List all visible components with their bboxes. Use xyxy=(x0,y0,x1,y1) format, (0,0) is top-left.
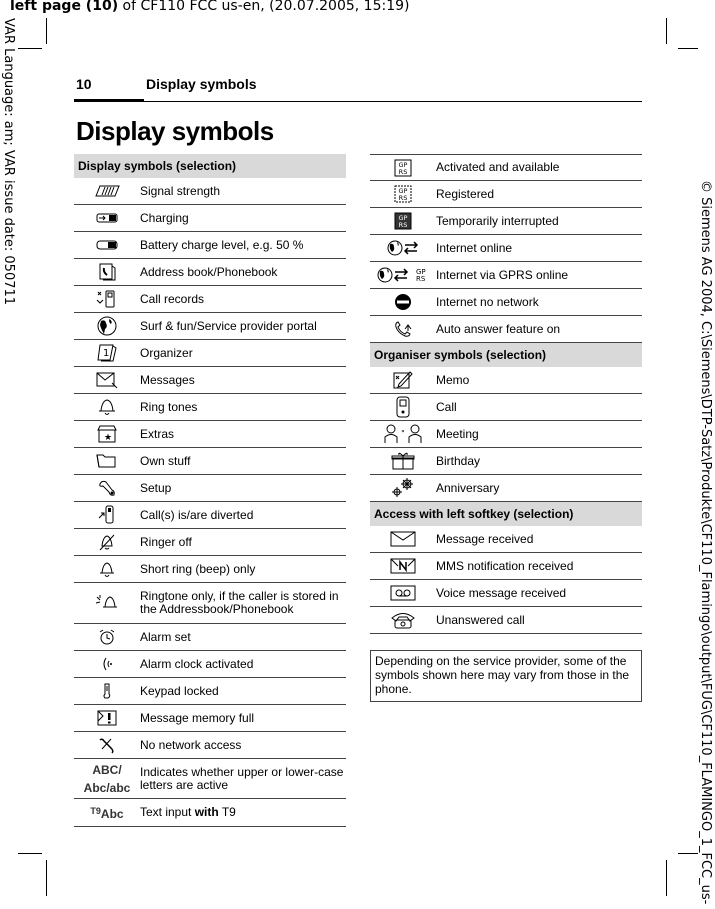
battery-icon xyxy=(74,239,140,251)
table-row: Charging xyxy=(74,205,346,232)
table-heading: Display symbols (selection) xyxy=(74,154,346,178)
table-row: Anniversary xyxy=(370,475,642,502)
voicemail-icon xyxy=(370,584,436,602)
unanswered-call-icon xyxy=(370,610,436,630)
table-row: Alarm clock activated xyxy=(74,651,346,678)
table-row: No network access xyxy=(74,732,346,759)
mms-icon xyxy=(370,557,436,575)
envelope-icon xyxy=(74,371,140,389)
globe-icon xyxy=(74,315,140,337)
setup-icon xyxy=(74,478,140,498)
memo-icon xyxy=(370,369,436,391)
table-row: GP RS Registered xyxy=(370,181,642,208)
call-icon xyxy=(370,395,436,419)
table-row: ★ Extras xyxy=(74,421,346,448)
memory-full-icon xyxy=(74,708,140,728)
organizer-icon xyxy=(74,343,140,363)
internet-no-network-icon xyxy=(370,292,436,312)
table-row: GP RS Temporarily interrupted xyxy=(370,208,642,235)
table-row: GP RS Internet via GPRS online xyxy=(370,262,642,289)
table-row: Ringtone only, if the caller is stored in the Addressbook/Phonebook xyxy=(74,583,346,624)
table-row: Message received xyxy=(370,526,642,553)
gprs-available-icon xyxy=(370,159,436,177)
side-margin-left: VAR Language: am; VAR issue date: 050711 xyxy=(1,18,16,306)
side-margin-right: © Siemens AG 2004, C:\Siemens\DTP-Satz\Produkte\CF110_Flamingo\output\FUG\CF110_FLAMINGO_1_FCC_us- xyxy=(698,180,713,905)
table-row: Auto answer feature on xyxy=(370,316,642,343)
table-row: $^{T9}$Abc Text input with T9 xyxy=(74,799,346,827)
header-rule-thick xyxy=(74,99,144,102)
gprs-symbols-table xyxy=(370,154,642,634)
table-row: 1 Organizer xyxy=(74,340,346,367)
phonebook-icon xyxy=(74,262,140,282)
svg-text:GPRS: GP RS xyxy=(398,187,408,202)
table-row: Ringer off xyxy=(74,529,346,556)
crop-mark xyxy=(678,853,698,854)
service-provider-note: Depending on the service provider, some of the symbols shown here may vary from those in the phone. xyxy=(370,650,642,702)
internet-gprs-icon xyxy=(370,265,436,285)
ringtone-phonebook-icon xyxy=(74,592,140,614)
table-row: Surf & fun/Service provider portal xyxy=(74,313,346,340)
table-row: ABC/ Abc/abc Indicates whether upper or lower-case letters are active xyxy=(74,759,346,799)
message-received-icon xyxy=(370,530,436,548)
header-rule xyxy=(74,101,642,102)
folder-icon xyxy=(74,452,140,470)
table-row: " Meeting xyxy=(370,421,642,448)
table-row: MMS notification received xyxy=(370,553,642,580)
crop-mark xyxy=(46,18,47,44)
extras-icon xyxy=(74,424,140,444)
table-row: GP RS Activated and available xyxy=(370,154,642,181)
crop-mark xyxy=(46,860,47,896)
svg-text:GPRS: GP RS xyxy=(416,268,426,283)
table-row: Signal strength xyxy=(74,178,346,205)
table-row: Own stuff xyxy=(74,448,346,475)
alarm-activated-icon xyxy=(74,654,140,674)
svg-text:★: ★ xyxy=(104,433,113,443)
table-row: Voice message received xyxy=(370,580,642,607)
table-row: Setup xyxy=(74,475,346,502)
organiser-heading: Organiser symbols (selection) xyxy=(370,343,642,367)
table-row: Battery charge level, e.g. 50 % xyxy=(74,232,346,259)
call-divert-icon xyxy=(74,504,140,526)
table-row: Messages xyxy=(74,367,346,394)
table-row: Call(s) is/are diverted xyxy=(74,502,346,529)
meeting-icon xyxy=(370,423,436,445)
crop-mark xyxy=(678,48,698,49)
page-title: Display symbols xyxy=(76,116,274,146)
table-row: Internet online xyxy=(370,235,642,262)
birthday-icon xyxy=(370,451,436,471)
table-row: Memo xyxy=(370,367,642,394)
case-indicator-icon: ABC/ Abc/abc xyxy=(83,762,131,795)
table-row: Address book/Phonebook xyxy=(74,259,346,286)
table-row: Short ring (beep) only xyxy=(74,556,346,583)
crop-mark xyxy=(666,860,667,896)
crop-mark xyxy=(18,853,42,854)
svg-text:GPRS: GP RS xyxy=(398,214,408,229)
display-symbols-table xyxy=(74,154,346,827)
table-row: Ring tones xyxy=(74,394,346,421)
charging-icon xyxy=(74,212,140,224)
short-ring-icon xyxy=(74,559,140,579)
crop-mark xyxy=(666,18,667,44)
svg-text:1: 1 xyxy=(103,348,110,359)
crop-mark xyxy=(18,48,42,49)
page-number: 10 xyxy=(76,76,92,92)
table-row: Alarm set xyxy=(74,624,346,651)
table-row: Keypad locked xyxy=(74,678,346,705)
table-row: Internet no network xyxy=(370,289,642,316)
table-row: Call records xyxy=(74,286,346,313)
svg-text:GPRS: GP RS xyxy=(398,160,408,176)
bell-icon xyxy=(74,397,140,417)
auto-answer-icon xyxy=(370,319,436,339)
signal-strength-icon xyxy=(74,185,140,197)
call-records-icon xyxy=(74,288,140,310)
table-row: Message memory full xyxy=(74,705,346,732)
gprs-interrupted-icon xyxy=(370,212,436,230)
no-network-icon xyxy=(74,735,140,755)
anniversary-icon xyxy=(370,477,436,499)
t9-indicator-icon: $^{T9}$Abc xyxy=(90,806,124,821)
running-head: Display symbols xyxy=(146,76,257,92)
table-row: Unanswered call xyxy=(370,607,642,634)
softkey-heading: Access with left softkey (selection) xyxy=(370,502,642,526)
print-header: left page (10) of CF110 FCC us-en, (20.07.2005, 15:19) xyxy=(10,0,410,14)
svg-text:": " xyxy=(401,429,405,438)
keypad-locked-icon xyxy=(74,681,140,701)
table-row: Birthday xyxy=(370,448,642,475)
alarm-set-icon xyxy=(74,627,140,647)
ringer-off-icon xyxy=(74,532,140,552)
gprs-registered-icon xyxy=(370,185,436,203)
internet-online-icon xyxy=(370,238,436,258)
table-row: Call xyxy=(370,394,642,421)
